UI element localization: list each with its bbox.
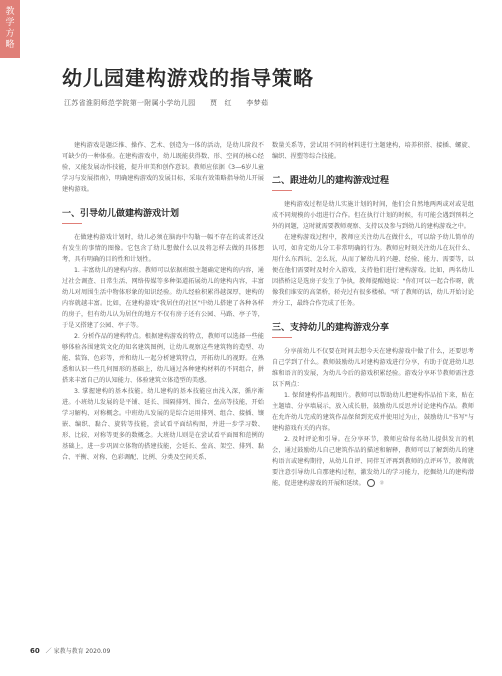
page-number: 60 — [30, 647, 40, 655]
section-tab-char: 教 — [5, 7, 15, 17]
section-heading: 二、跟进幼儿的建构游戏过程 — [272, 176, 474, 191]
body-paragraph: 2. 分析作品的建构特点。根据建构游戏的特点，教师可以选择一些能够体验各围建筑文化的知名建筑图例，让幼儿观察这些建筑物的造型、功能、装饰、色彩等，并和幼儿一起分析建筑特点，开拓幼儿的视野。在熟悉和认识一些几何图形的基础上，幼儿通过各种建构材料的不同组合，拼搭来丰富自己的认知能力、体验建筑立体造型的美感。 — [62, 333, 264, 384]
body-paragraph: 建构游戏过程是幼儿实施计划的时间，他们会自然地两两或对或是组成不同规模的小组进行合作。但在执行计划的时候，有可能会遇到预料之外的问题，这时就需要教师观察、支持以及参与到幼儿的建构游戏之中。 — [272, 201, 474, 230]
byline-author: 贾 红 — [209, 99, 232, 107]
end-mark-icon: ⑬ — [367, 479, 375, 487]
section-tab-char: 方 — [5, 29, 15, 39]
body-paragraph: 分享前幼儿不仅要在时间去想今天在建构游戏中做了什么，还要思考自己学到了什么。教师鼓励幼儿对建构游戏进行分享，有助于促进幼儿思维和语言的发展，为幼儿今后的游戏积累经验。游戏分享环节教师需注意以下两点： — [272, 348, 474, 388]
body-paragraph: 1. 丰富幼儿的建构内容。教师可以依据班级主题确定建构的内容，通过社会调查、日常生活、网络传媒等多种渠道拓展幼儿的建构内容，丰富幼儿对周围生活中物体形象的知识经验。幼儿经验积累得越深厚，建构的内容就越丰富。比如，在建构游戏"我居住的社区"中幼儿搭建了各种各样的房子，但有幼儿认为居住的地方不仅有房子还有公园、马路、亭子等，于是又搭建了公园、亭子等。 — [62, 267, 264, 329]
journal-name: ／ 家教与教育 2020.09 — [45, 648, 111, 655]
body-paragraph-text: 2. 及时评论和引导。在分享环节，教师应给每名幼儿提供发言的机会，通过鼓励幼儿自己建筑作品的描述和解释，教师可以了解到幼儿的建构语言或建构期待，从幼儿自评、同伴互评再到教师的点评环节，教师就要注意引导幼儿自那建构过程，激发幼儿的学习能力，挖掘幼儿的建构潜能，促进建构游戏的开展和延续。 — [272, 436, 474, 487]
body-paragraph — [272, 434, 474, 489]
body-paragraph: 3. 掌握建构的基本技能。幼儿建构的基本技能应由浅入深，循序渐进。小班幼儿发展的是平铺、延长、围隔排列、围合、垒高等技能，开始学习解构、对称概念。中班幼儿发展的是综合运用排列、组合、接插、镶嵌、编织、黏合、旋转等技能，尝试看平面结构图，并进一步学习数、形、比较、对称等更多的数概念。大班幼儿则是在尝试看平面图和范例的基础上，进一步巩固立体物的搭建技能，会延长、垒高、架空、排列、黏合、平衡、对称、色彩调配、比例、分类及空间关系、 — [62, 388, 264, 461]
body-paragraph: 在做建构游戏计划时，幼儿必须在脑海中勾勒一幅不存在的或者还没有发生的事情的图像。它包含了幼儿想做什么以及将怎样去做的具体想考，具有明确的目的性和计划性。 — [62, 234, 264, 263]
section-heading: 三、支持幼儿的建构游戏分享 — [272, 323, 474, 338]
byline-org: 江苏省淮阴师范学院第一附属小学幼儿园 — [64, 99, 196, 107]
byline-author: 李梦茹 — [246, 99, 269, 107]
page-footer — [30, 646, 110, 655]
right-column — [272, 140, 474, 489]
section-tab-char: 略 — [5, 40, 15, 50]
body-paragraph: 数量关系等，尝试用不同的材料进行主题建构，培养积搭、接插、螺旋、编织、捏塑等综合技能。 — [272, 142, 474, 160]
article-title: 幼儿园建构游戏的指导策略 — [62, 66, 314, 90]
byline — [64, 98, 280, 108]
body-paragraph: 1. 保留建构作品观图片。教师可以帮助幼儿把建构作品拍下来，贴在主题墙、分享墙展示，放入成长册，鼓励幼儿反思并讨论建构作品。教师在允许幼儿完成的建筑作品保留到充成并使用过为止，鼓励幼儿"书写"与建构游戏有关的内容。 — [272, 392, 474, 432]
section-heading: 一、引导幼儿做建构游戏计划 — [62, 209, 264, 224]
section-tab — [0, 0, 20, 58]
left-column — [62, 140, 264, 463]
intro-paragraph: 建构游戏是题泛推、操作、艺术、创造为一体的活动，是幼儿阶段不可缺少的一种体验。在建构游戏中，幼儿既能获得数、形、空间的核心经验，又能发展动作技能，提升审美和创作意识。教师应依据《3—6岁儿童学习与发展指南》，明确建构游戏的发展目标，采取有效策略指导幼儿开展建构游戏。 — [62, 142, 264, 193]
body-paragraph: 在建构游戏过程中，教师应关注幼儿在做什么，可以给予幼儿简单的认可，如肯定幼儿分工非常明确的行为。教师应时刻关注幼儿在玩什么、用什么东西玩、怎么玩，从而了解幼儿的兴趣、经验、能力、需要等，以便在他们需要时及时介入游戏，支持他们进行建构游戏。比如，两名幼儿因搭桥这是选房子发生了争执，教师提醒她说："你们可以一起合作呀，就像我们谁安的高架桥，轿壳过有很多楼梯。"听了教师的话，幼儿开始讨论并分工，最终合作完成了任务。 — [272, 234, 474, 307]
section-tab-char: 学 — [5, 18, 15, 28]
